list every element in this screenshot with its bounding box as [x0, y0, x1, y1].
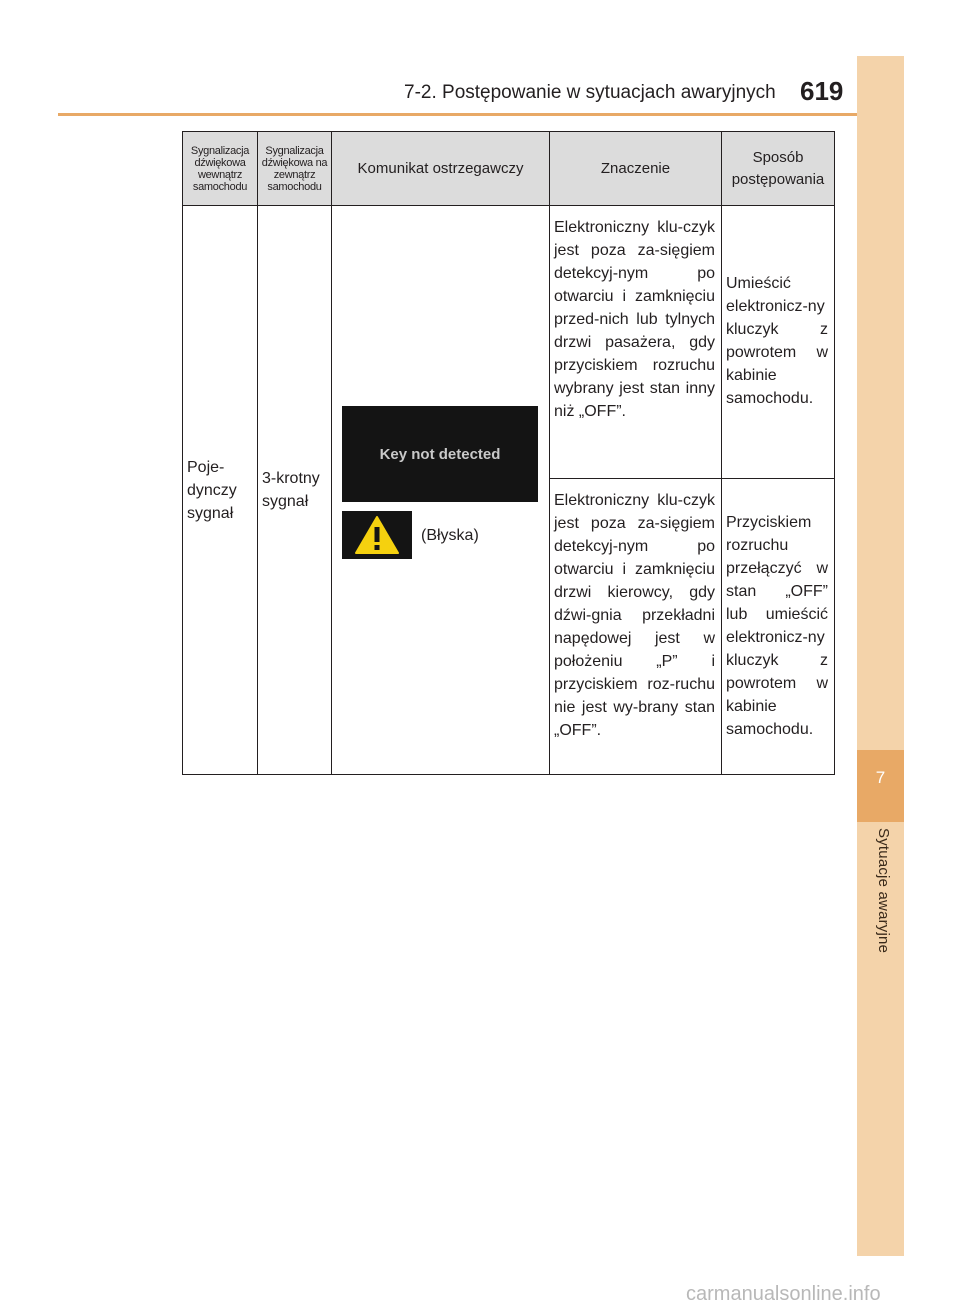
warning-table [182, 131, 835, 775]
display-screen [342, 406, 538, 502]
meaning-1: Elektroniczny klu-czyk jest poza za-sięgiem detekcyj-nym po otwarciu i zamknięciu przed-nich lub tylnych drzwi pasażera, gdy przyciskiem rozruchu wybrany jest stan inny niż „OFF”. [550, 206, 722, 479]
action-1: Umieścić elektronicz-ny kluczyk z powrotem w kabinie samochodu. [722, 206, 835, 479]
page-number: 619 [800, 76, 844, 106]
section-title: 7-2. Postępowanie w sytuacjach awaryjnych [404, 82, 776, 103]
col-header-interior: Sygnalizacja dźwiękowa wewnątrz samochodu [183, 132, 258, 206]
warning-triangle-icon [342, 511, 412, 559]
interior-signal: Poje-dynczy sygnał [183, 206, 258, 775]
table-row [183, 206, 835, 479]
chapter-number: 7 [857, 750, 904, 822]
header-rule [58, 113, 857, 116]
chapter-title: Sytuacje awaryjne [875, 828, 892, 954]
warning-message-cell [332, 206, 550, 775]
warning-note: (Błyska) [421, 527, 479, 544]
col-header-message: Komunikat ostrzegawczy [332, 132, 550, 206]
exterior-signal: 3-krotny sygnał [258, 206, 332, 775]
col-header-action: Sposób postępowania [722, 132, 835, 206]
table-header-row [183, 132, 835, 206]
chapter-side-tab [857, 56, 904, 1256]
display-message: Key not detected [379, 445, 501, 463]
col-header-meaning: Znaczenie [550, 132, 722, 206]
watermark: carmanualsonline.info [686, 1283, 881, 1305]
meaning-2: Elektroniczny klu-czyk jest poza za-sięgiem detekcyj-nym po otwarciu i zamknięciu drzwi kierowcy, gdy dźwi-gnia przekładni napędowej jest w położeniu „P” i przyciskiem roz-ruchu nie jest wy-brany stan „OFF”. [550, 479, 722, 775]
action-2: Przyciskiem rozruchu przełączyć w stan „OFF” lub umieścić elektronicz-ny kluczyk z powrotem w kabinie samochodu. [722, 479, 835, 775]
col-header-exterior: Sygnalizacja dźwiękowa na zewnątrz samochodu [258, 132, 332, 206]
